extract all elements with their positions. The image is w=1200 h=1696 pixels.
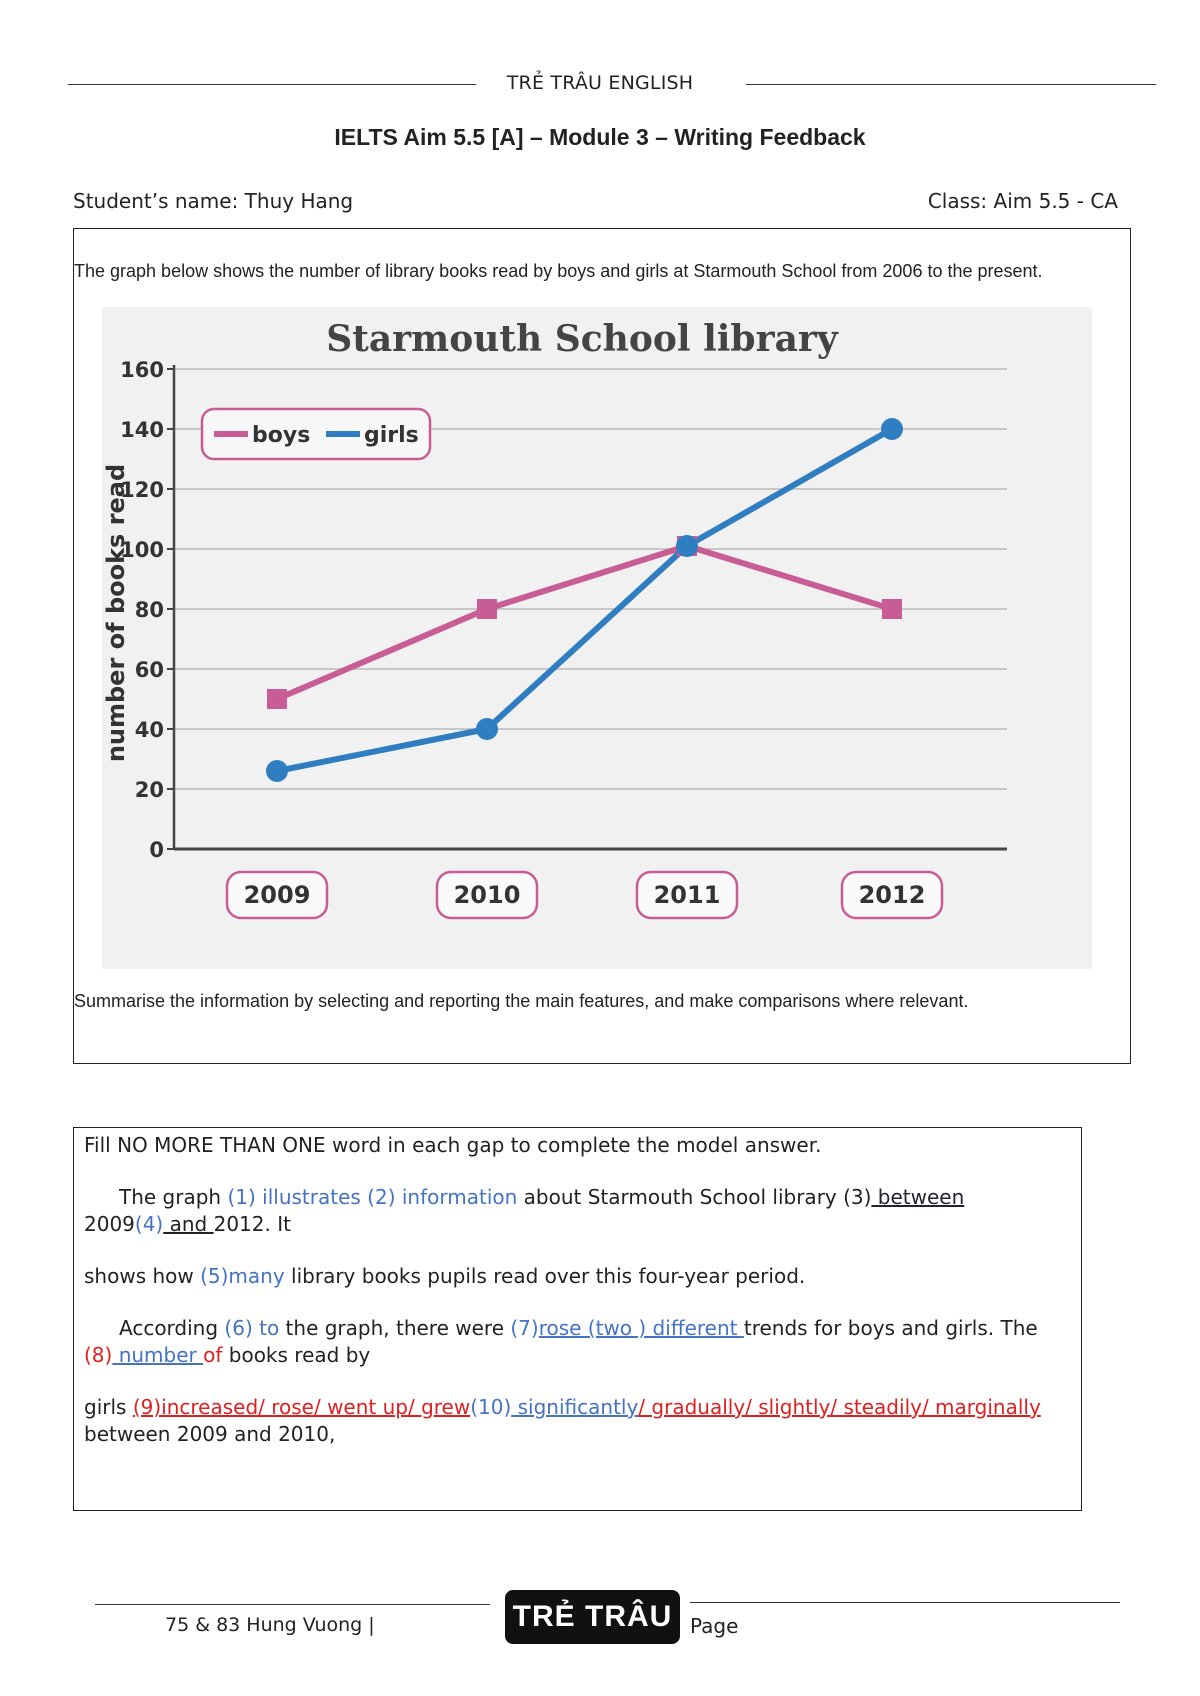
line-chart bbox=[102, 307, 1092, 969]
text: The graph bbox=[119, 1185, 228, 1209]
answer-paragraph-1 bbox=[84, 1184, 1071, 1238]
task-intro: The graph below shows the number of library books read by boys and girls at Starmouth School from 2006 to the present. bbox=[74, 261, 1043, 281]
data-point-girls bbox=[476, 718, 498, 740]
gap-5[interactable]: (5)many bbox=[200, 1264, 285, 1288]
series-line-boys bbox=[277, 546, 892, 699]
exercise-box bbox=[73, 1127, 1082, 1511]
x-tick-label: 2011 bbox=[653, 881, 721, 909]
data-point-girls bbox=[266, 760, 288, 782]
task-box bbox=[73, 228, 1131, 1064]
text: the graph, there were bbox=[279, 1316, 511, 1340]
y-tick-label: 140 bbox=[120, 418, 164, 442]
legend-label-boys: boys bbox=[252, 423, 311, 448]
data-point-girls bbox=[881, 418, 903, 440]
gap-10-alternatives: / gradually/ slightly/ steadily/ marginally bbox=[638, 1395, 1041, 1419]
class-label: Class: Aim 5.5 - CA bbox=[927, 189, 1118, 213]
legend-label-girls: girls bbox=[364, 423, 419, 448]
answer-paragraph-4 bbox=[84, 1394, 1071, 1448]
text: 2009 bbox=[84, 1212, 135, 1236]
y-tick-label: 40 bbox=[134, 718, 164, 742]
gap-9[interactable]: (9)increased/ rose/ went up/ grew bbox=[132, 1395, 471, 1419]
x-tick-label: 2009 bbox=[243, 881, 311, 909]
brand-logo: TRẺ TRÂU bbox=[505, 1590, 680, 1644]
text: girls bbox=[84, 1395, 133, 1419]
student-name: Student’s name: Thuy Hang bbox=[73, 189, 354, 213]
y-tick-label: 160 bbox=[120, 358, 164, 382]
x-tick-label: 2012 bbox=[858, 881, 926, 909]
x-tick-label: 2010 bbox=[453, 881, 521, 909]
gap-10-number: (10) bbox=[470, 1395, 512, 1419]
data-point-girls bbox=[676, 535, 698, 557]
y-tick-label: 0 bbox=[149, 838, 164, 862]
y-tick-label: 120 bbox=[120, 478, 164, 502]
chart-title: Starmouth School library bbox=[326, 318, 838, 360]
answer-paragraph-2 bbox=[84, 1263, 1071, 1290]
gap-1[interactable]: (1) illustrates bbox=[227, 1185, 361, 1209]
text: between 2009 and 2010, bbox=[84, 1422, 336, 1446]
chart bbox=[102, 307, 1092, 969]
text: books read by bbox=[222, 1343, 371, 1367]
series-line-girls bbox=[277, 429, 892, 771]
data-point-boys bbox=[477, 599, 497, 619]
page-label: Page bbox=[690, 1614, 739, 1638]
gap-8-extra: of bbox=[203, 1343, 223, 1367]
text: library books pupils read over this four-year period. bbox=[284, 1264, 806, 1288]
gap-7[interactable]: rose (two ) different bbox=[538, 1316, 744, 1340]
y-tick-label: 60 bbox=[134, 658, 164, 682]
exercise-instruction: Fill NO MORE THAN ONE word in each gap to complete the model answer. bbox=[84, 1133, 822, 1157]
data-point-boys bbox=[267, 689, 287, 709]
gap-4-number: (4) bbox=[134, 1212, 164, 1236]
data-point-boys bbox=[882, 599, 902, 619]
gap-3[interactable]: between bbox=[871, 1185, 965, 1209]
gap-8[interactable]: number bbox=[112, 1343, 204, 1367]
gap-10[interactable]: significantly bbox=[511, 1395, 639, 1419]
text: shows how bbox=[84, 1264, 201, 1288]
header-brand: TRẺ TRÂU ENGLISH bbox=[506, 72, 694, 94]
answer-paragraph-3 bbox=[84, 1315, 1071, 1369]
text: According bbox=[119, 1316, 225, 1340]
page-title: IELTS Aim 5.5 [A] – Module 3 – Writing Feedback bbox=[334, 124, 866, 150]
text: trends for boys and girls. The bbox=[743, 1316, 1038, 1340]
text: 2012. It bbox=[213, 1212, 291, 1236]
gap-6[interactable]: (6) to bbox=[224, 1316, 280, 1340]
text: about Starmouth School library (3) bbox=[517, 1185, 872, 1209]
y-tick-label: 80 bbox=[134, 598, 164, 622]
gap-2[interactable]: (2) information bbox=[367, 1185, 518, 1209]
footer-rule-right bbox=[690, 1602, 1120, 1603]
gap-4[interactable]: and bbox=[163, 1212, 214, 1236]
gap-8-number: (8) bbox=[84, 1343, 113, 1367]
footer-address: 75 & 83 Hung Vuong | bbox=[165, 1614, 375, 1636]
y-axis-label: number of books read bbox=[102, 463, 130, 763]
task-instruction: Summarise the information by selecting and reporting the main features, and make comparisons where relevant. bbox=[74, 991, 969, 1011]
y-tick-label: 100 bbox=[120, 538, 164, 562]
footer-rule-left bbox=[95, 1604, 490, 1605]
y-tick-label: 20 bbox=[134, 778, 164, 802]
gap-7-number: (7) bbox=[510, 1316, 539, 1340]
